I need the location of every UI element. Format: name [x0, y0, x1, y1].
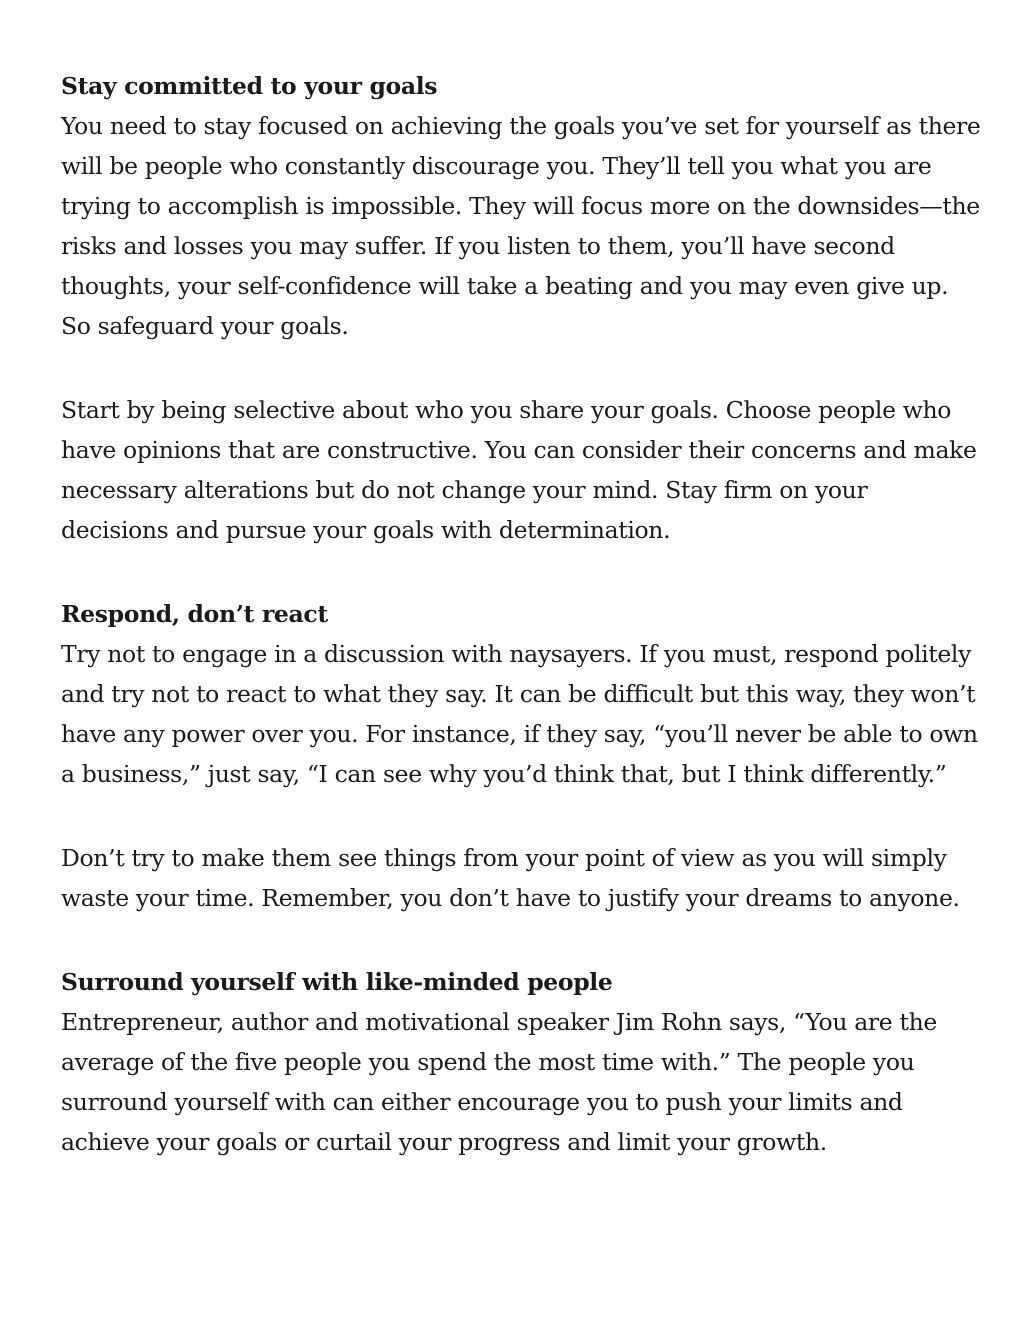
paragraph: Entrepreneur, author and motivational speaker Jim Rohn says, “You are the average of the five people you spend the most time with.” The people you surround yourself with can either encourage you to push your limits and achieve your goals or curtail your progress and limit your growth. [61, 1008, 937, 1156]
paragraph: You need to stay focused on achieving the goals you’ve set for yourself as there will be people who constantly discourage you. They’ll tell you what you are trying to accomplish is impossible. They will focus more on the downsides—the risks and losses you may suffer. If you listen to them, you’ll have second thoughts, your self-confidence will take a beating and you may even give up. So safeguard your goals. [61, 112, 981, 340]
article-body [61, 66, 981, 1162]
paragraph-spacer [61, 550, 981, 594]
paragraph-spacer [61, 346, 981, 390]
paragraph-spacer [61, 918, 981, 962]
section-heading-stay-committed: Stay committed to your goals [61, 72, 438, 100]
section-heading-respond: Respond, don’t react [61, 600, 328, 628]
paragraph: Try not to engage in a discussion with naysayers. If you must, respond politely and try not to react to what they say. It can be difficult but this way, they won’t have any power over you. For instance, if they say, “you’ll never be able to own a business,” just say, “I can see why you’d think that, but I think differently.” [61, 640, 978, 788]
paragraph: Don’t try to make them see things from your point of view as you will simply waste your time. Remember, you don’t have to justify your dreams to anyone. [61, 844, 960, 912]
section-heading-surround: Surround yourself with like-minded people [61, 968, 613, 996]
paragraph-spacer [61, 794, 981, 838]
paragraph: Start by being selective about who you share your goals. Choose people who have opinions that are constructive. You can consider their concerns and make necessary alterations but do not change your mind. Stay firm on your decisions and pursue your goals with determination. [61, 396, 977, 544]
